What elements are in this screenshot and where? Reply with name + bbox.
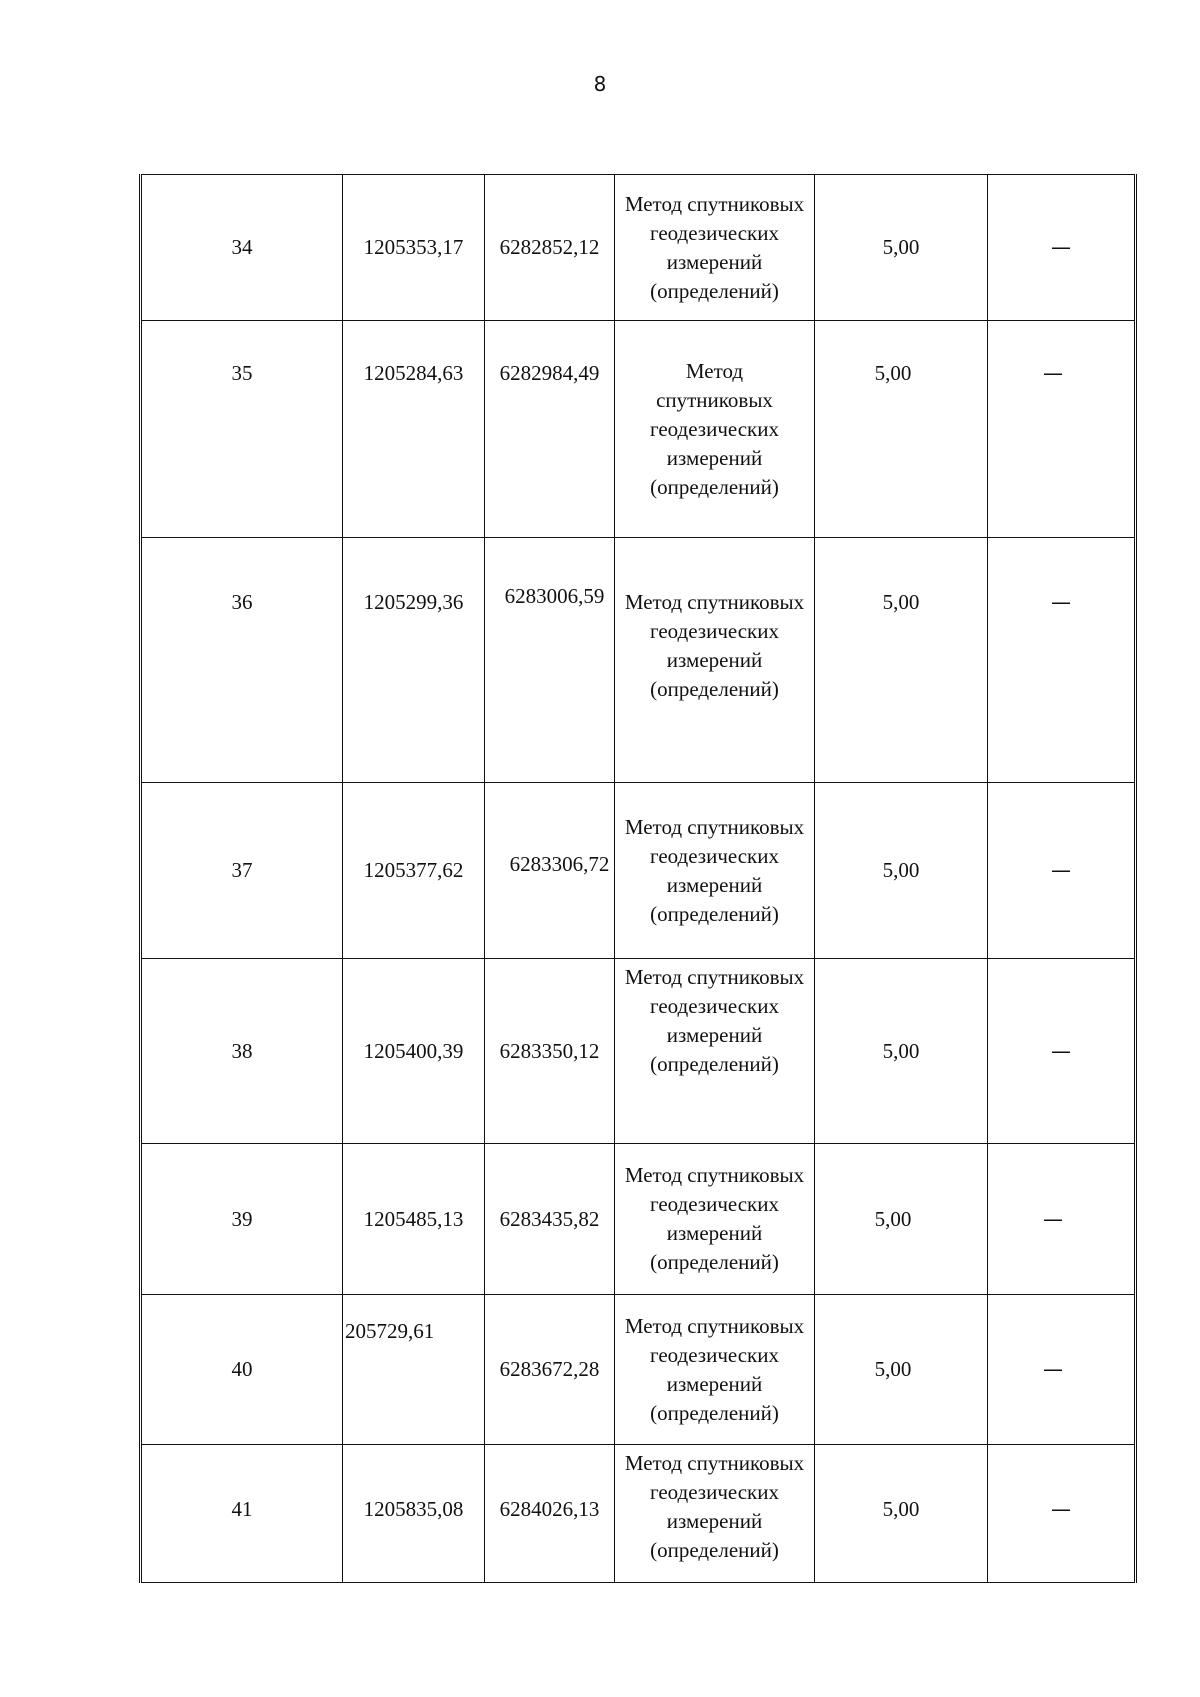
point-number-cell: 35 xyxy=(141,321,343,538)
note-cell: — xyxy=(988,783,1136,959)
coordinates-table xyxy=(139,174,1137,1583)
note-cell: — xyxy=(988,321,1136,538)
y-coordinate-cell: 6284026,13 xyxy=(485,1445,615,1583)
table-row xyxy=(141,1295,1136,1445)
accuracy-cell: 5,00 xyxy=(815,1144,988,1295)
y-coordinate-cell: 6283306,72 xyxy=(485,783,615,959)
method-cell: Метод спутниковых геодезических измерений (определений) xyxy=(615,1445,815,1583)
point-number-cell: 36 xyxy=(141,538,343,783)
table-row xyxy=(141,959,1136,1144)
table-row xyxy=(141,175,1136,321)
point-number-cell: 34 xyxy=(141,175,343,321)
y-coordinate-cell: 6282852,12 xyxy=(485,175,615,321)
note-cell: — xyxy=(988,959,1136,1144)
page-number: 8 xyxy=(593,72,607,96)
point-number-cell: 40 xyxy=(141,1295,343,1445)
note-cell: — xyxy=(988,175,1136,321)
method-cell: Метод спутниковых геодезических измерений (определений) xyxy=(615,175,815,321)
method-cell: Метод спутниковых геодезических измерений (определений) xyxy=(615,1144,815,1295)
accuracy-cell: 5,00 xyxy=(815,959,988,1144)
accuracy-cell: 5,00 xyxy=(815,538,988,783)
point-number-cell: 41 xyxy=(141,1445,343,1583)
accuracy-cell: 5,00 xyxy=(815,783,988,959)
table-row xyxy=(141,321,1136,538)
note-cell: — xyxy=(988,538,1136,783)
accuracy-cell: 5,00 xyxy=(815,175,988,321)
method-cell: Метод спутниковых геодезических измерений (определений) xyxy=(615,1295,815,1445)
accuracy-cell: 5,00 xyxy=(815,321,988,538)
method-cell: Метод спутниковых геодезических измерений (определений) xyxy=(615,321,815,538)
x-coordinate-cell: 1205353,17 xyxy=(343,175,485,321)
method-cell: Метод спутниковых геодезических измерений (определений) xyxy=(615,959,815,1144)
accuracy-cell: 5,00 xyxy=(815,1445,988,1583)
table-row xyxy=(141,538,1136,783)
method-cell: Метод спутниковых геодезических измерений (определений) xyxy=(615,538,815,783)
x-coordinate-cell: 205729,61 xyxy=(343,1295,485,1445)
y-coordinate-cell: 6283435,82 xyxy=(485,1144,615,1295)
note-cell: — xyxy=(988,1144,1136,1295)
x-coordinate-cell: 1205377,62 xyxy=(343,783,485,959)
y-coordinate-cell: 6283350,12 xyxy=(485,959,615,1144)
x-coordinate-cell: 1205835,08 xyxy=(343,1445,485,1583)
x-coordinate-cell: 1205299,36 xyxy=(343,538,485,783)
table-row xyxy=(141,783,1136,959)
method-cell: Метод спутниковых геодезических измерений (определений) xyxy=(615,783,815,959)
y-coordinate-cell: 6283006,59 xyxy=(485,538,615,783)
point-number-cell: 37 xyxy=(141,783,343,959)
table-row xyxy=(141,1144,1136,1295)
y-coordinate-cell: 6283672,28 xyxy=(485,1295,615,1445)
y-coordinate-cell: 6282984,49 xyxy=(485,321,615,538)
x-coordinate-cell: 1205400,39 xyxy=(343,959,485,1144)
note-cell: — xyxy=(988,1445,1136,1583)
table-row xyxy=(141,1445,1136,1583)
point-number-cell: 39 xyxy=(141,1144,343,1295)
x-coordinate-cell: 1205485,13 xyxy=(343,1144,485,1295)
x-coordinate-cell: 1205284,63 xyxy=(343,321,485,538)
note-cell: — xyxy=(988,1295,1136,1445)
accuracy-cell: 5,00 xyxy=(815,1295,988,1445)
point-number-cell: 38 xyxy=(141,959,343,1144)
